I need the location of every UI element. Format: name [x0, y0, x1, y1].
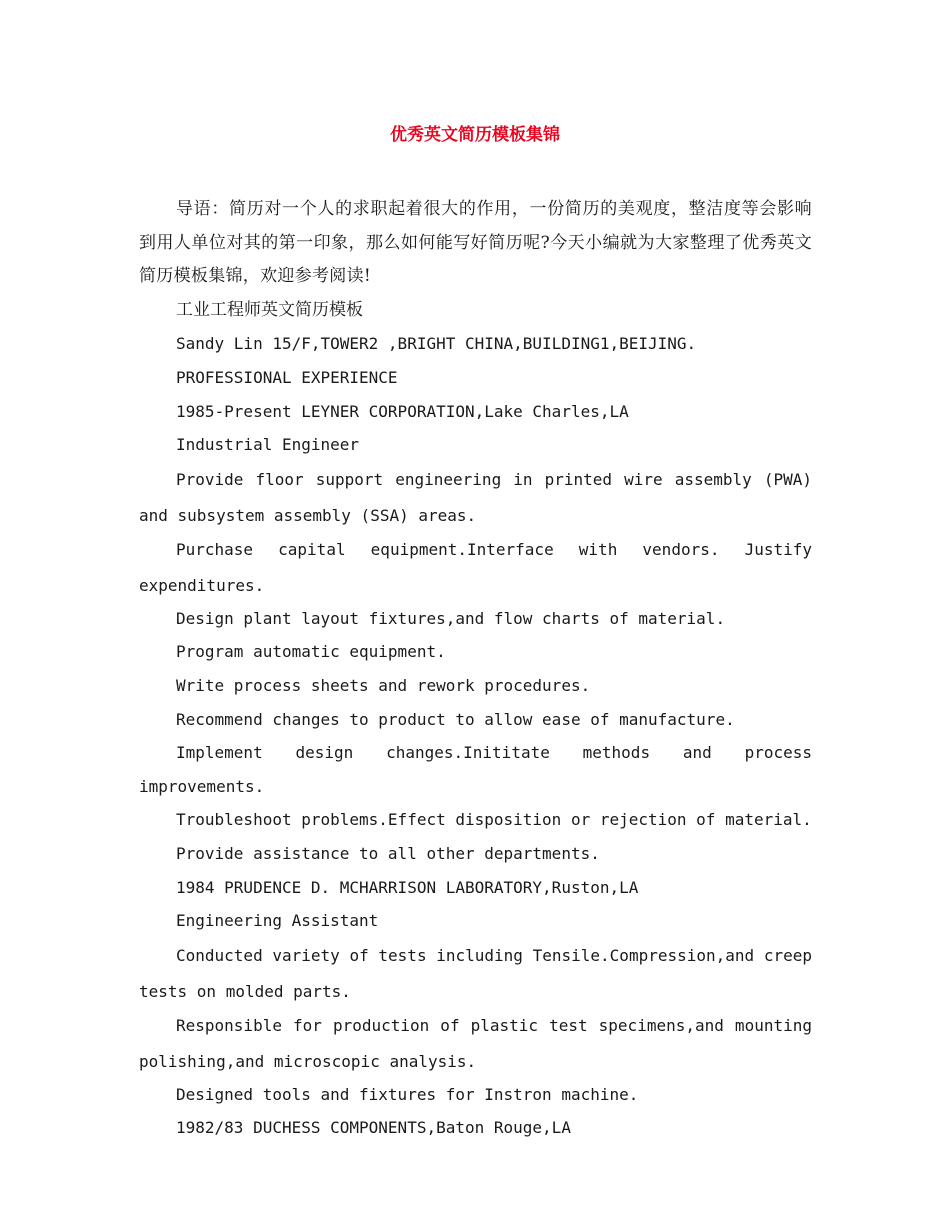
duty-item: Implement design changes.Inititate methods and process improvements. — [139, 743, 812, 796]
intro-paragraph: 导语：简历对一个人的求职起着很大的作用，一份简历的美观度，整洁度等会影响到用人单位对其的第一印象，那么如何能写好简历呢?今天小编就为大家整理了优秀英文简历模板集锦，欢迎参考阅读! — [139, 199, 812, 287]
job-title: Industrial Engineer — [176, 435, 360, 455]
employer-line: 1982/83 DUCHESS COMPONENTS,Baton Rouge,LA — [176, 1118, 571, 1138]
duty-item: Program automatic equipment. — [176, 642, 446, 662]
duty-item: Troubleshoot problems.Effect disposition or rejection of material. — [176, 810, 812, 830]
section-heading: 工业工程师英文简历模板 — [176, 299, 363, 320]
document-body — [139, 193, 812, 1145]
duty-item: Provide floor support engineering in printed wire assembly (PWA) and subsystem assembly (SSA) areas. — [139, 469, 812, 525]
document-title: 优秀英文简历模板集锦 — [390, 125, 560, 145]
employer-line: 1984 PRUDENCE D. MCHARRISON LABORATORY,Ruston,LA — [176, 877, 639, 897]
duty-item: Purchase capital equipment.Interface with vendors. Justify expenditures. — [139, 539, 812, 595]
duty-item: Conducted variety of tests including Tensile.Compression,and creep tests on molded parts. — [139, 945, 812, 1001]
section-heading: PROFESSIONAL EXPERIENCE — [176, 367, 398, 387]
duty-item: Provide assistance to all other departments. — [176, 843, 600, 863]
duty-item: Designed tools and fixtures for Instron machine. — [176, 1084, 639, 1104]
contact-line: Sandy Lin 15/F,TOWER2 ,BRIGHT CHINA,BUILDING1,BEIJING. — [176, 334, 697, 354]
duty-item: Responsible for production of plastic test specimens,and mounting polishing,and microscopic analysis. — [139, 1015, 812, 1071]
employer-line: 1985-Present LEYNER CORPORATION,Lake Charles,LA — [176, 401, 629, 421]
job-title: Engineering Assistant — [176, 911, 379, 931]
duty-item: Recommend changes to product to allow ease of manufacture. — [176, 709, 735, 729]
duty-item: Design plant layout fixtures,and flow charts of material. — [176, 608, 726, 628]
duty-item: Write process sheets and rework procedures. — [176, 675, 591, 695]
